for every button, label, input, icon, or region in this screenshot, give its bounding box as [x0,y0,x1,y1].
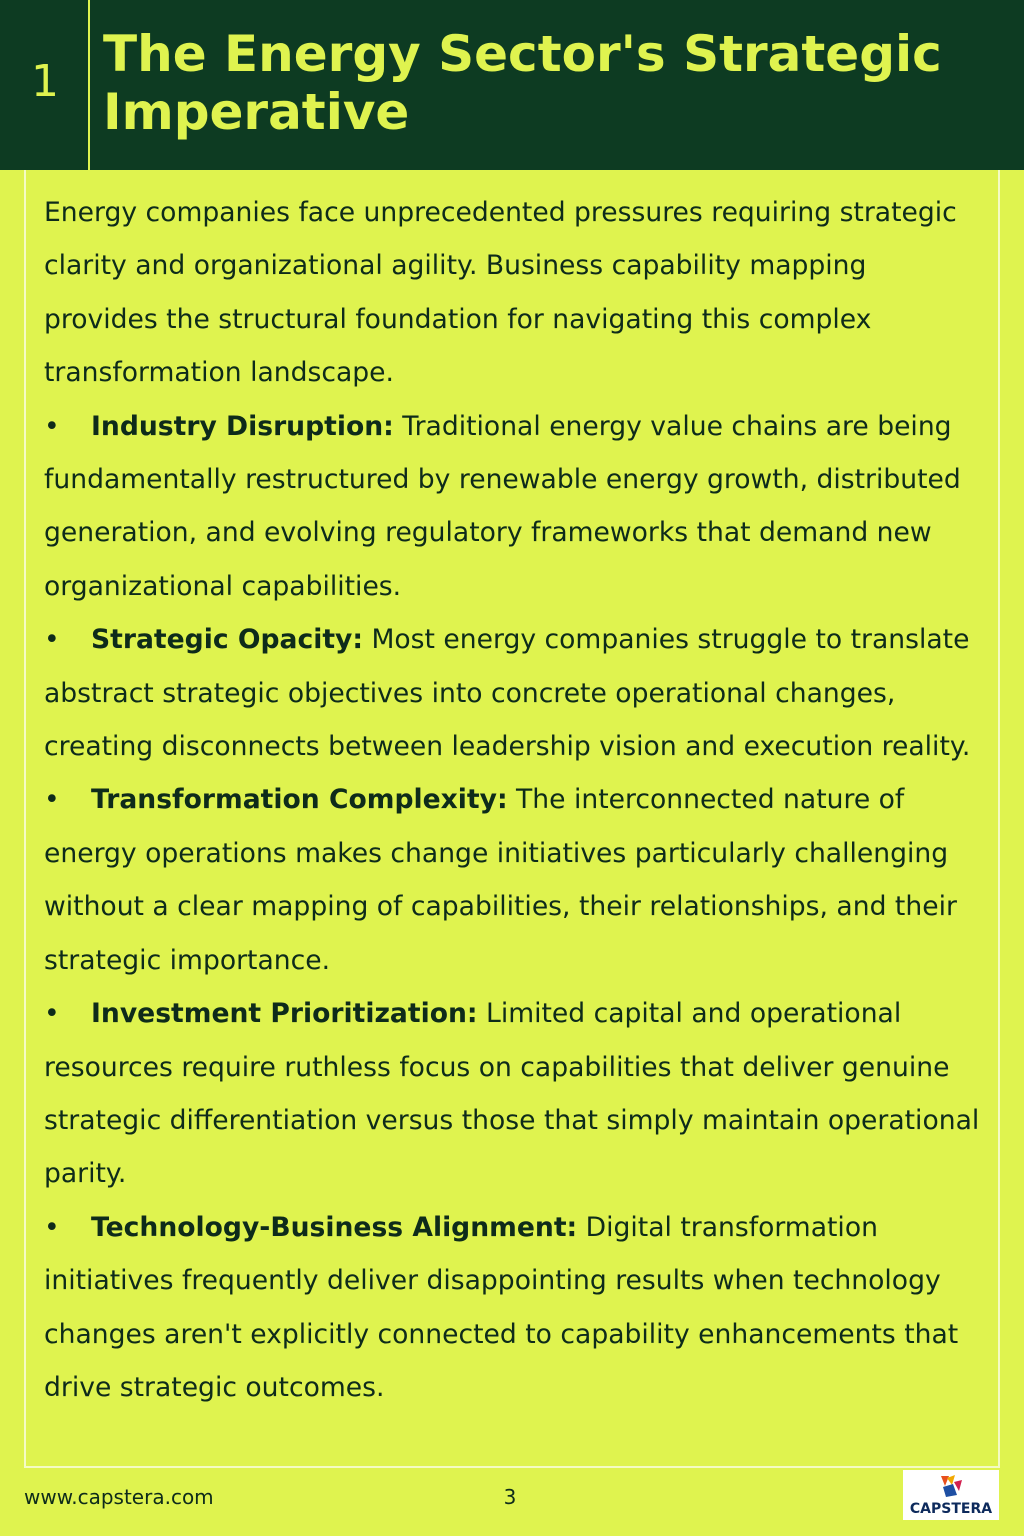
page-number: 3 [503,1485,517,1509]
content-body [44,186,984,1414]
bullet-mark: • [44,784,60,816]
logo-text: CAPSTERA [909,1501,993,1517]
bullet-text: The interconnected nature of energy operations makes change initiatives particularly challenging without a clear mapping of capabilities, their relationships, and their strategic importance. [44,784,957,976]
bullet-item [44,1201,984,1415]
bullet-mark: • [44,410,60,442]
bullet-heading: Transformation Complexity: [91,784,508,816]
bullet-heading: Strategic Opacity: [91,624,364,656]
bullet-item [44,400,984,614]
bullet-text: Traditional energy value chains are being fundamentally restructured by renewable energy growth, distributed generation, and evolving regulatory frameworks that demand new organizational capabilities. [44,410,961,602]
header-divider [88,0,90,170]
section-number: 1 [31,56,59,107]
bullet-mark: • [44,624,60,656]
bullet-mark: • [44,1211,60,1243]
capstera-logo [903,1470,999,1520]
bullet-item [44,773,984,987]
intro-paragraph: Energy companies face unprecedented pressures requiring strategic clarity and organizational agility. Business capability mapping provides the structural foundation for navigating this complex transformation landscape. [44,197,957,389]
bullet-item [44,987,984,1201]
bullet-heading: Technology-Business Alignment: [91,1211,578,1243]
capstera-logo-icon [937,1473,965,1499]
bullet-item [44,613,984,773]
bullet-mark: • [44,998,60,1030]
page-header [0,0,1024,170]
bullet-text: Digital transformation initiatives frequently deliver disappointing results when technology changes aren't explicitly connected to capability enhancements that drive strategic outcomes. [44,1211,959,1403]
bullet-text: Most energy companies struggle to translate abstract strategic objectives into concrete operational changes, creating disconnects between leadership vision and execution reality. [44,624,971,763]
bullet-text: Limited capital and operational resources require ruthless focus on capabilities that deliver genuine strategic differentiation versus those that simply maintain operational parity. [44,998,980,1190]
website-link[interactable]: www.capstera.com [24,1485,214,1509]
bullet-heading: Investment Prioritization: [91,998,478,1030]
section-title: The Energy Sector's Strategic Imperative [103,25,942,141]
bullet-heading: Industry Disruption: [91,410,394,442]
